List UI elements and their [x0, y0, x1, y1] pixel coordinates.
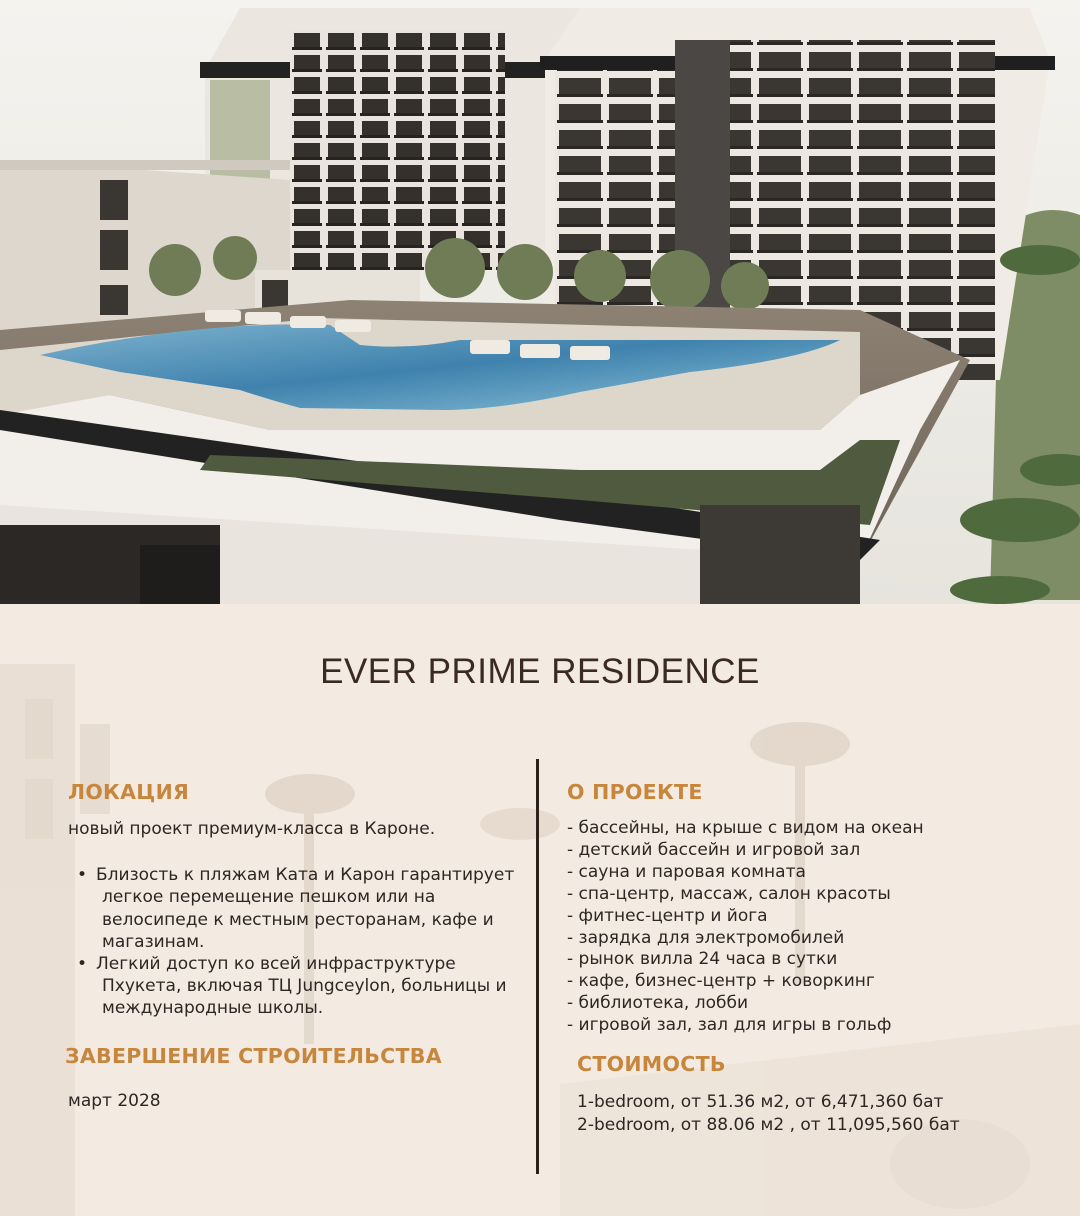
- hero-render-image: [0, 0, 1080, 604]
- location-intro: новый проект премиум-класса в Кароне.: [68, 819, 436, 839]
- cost-heading: СТОИМОСТЬ: [577, 1052, 726, 1076]
- list-item: - бассейны, на крыше с видом на океан: [567, 818, 924, 838]
- list-item: - фитнес-центр и йога: [567, 905, 768, 926]
- bullet-text: • Легкий доступ ко всей инфраструктуре Пхукета, включая ТЦ Jungceylon, больницы и международные школы.: [96, 954, 507, 1019]
- location-bullet-list: [68, 864, 523, 1019]
- page-title: EVER PRIME RESIDENCE: [320, 652, 760, 691]
- column-divider: [536, 759, 539, 1174]
- info-panel: [0, 604, 1080, 1216]
- list-item: - зарядка для электромобилей: [567, 927, 845, 948]
- list-item: - кафе, бизнес-центр + коворкинг: [567, 971, 875, 992]
- location-section: [68, 780, 523, 1020]
- list-item: - рынок вилла 24 часа в сутки: [567, 949, 838, 970]
- list-item: - игровой зал, зал для игры в гольф: [567, 1015, 892, 1036]
- location-heading: ЛОКАЦИЯ: [68, 780, 190, 804]
- list-item: [68, 864, 523, 953]
- list-item: - библиотека, лобби: [567, 993, 749, 1014]
- cost-line-1bedroom: 1-bedroom, от 51.36 м2, от 6,471,360 бат: [577, 1092, 944, 1112]
- construction-date: март 2028: [68, 1091, 161, 1111]
- cost-line-2bedroom: 2-bedroom, от 88.06 м2 , от 11,095,560 бат: [577, 1114, 960, 1135]
- about-section: [567, 780, 1037, 1037]
- list-item: - спа-центр, массаж, салон красоты: [567, 883, 891, 904]
- list-item: - сауна и паровая комната: [567, 861, 806, 882]
- cost-lines: [577, 1091, 960, 1136]
- about-heading: О ПРОЕКТЕ: [567, 780, 703, 804]
- list-item: [68, 953, 523, 1020]
- about-feature-list: [567, 818, 1037, 1037]
- list-item: - детский бассейн и игровой зал: [567, 839, 861, 860]
- bullet-text: • Близость к пляжам Ката и Карон гарантирует легкое перемещение пешком или на велосипеде к местным ресторанам, кафе и магазинам.: [96, 865, 515, 952]
- construction-heading: ЗАВЕРШЕНИЕ СТРОИТЕЛЬСТВА: [65, 1044, 442, 1068]
